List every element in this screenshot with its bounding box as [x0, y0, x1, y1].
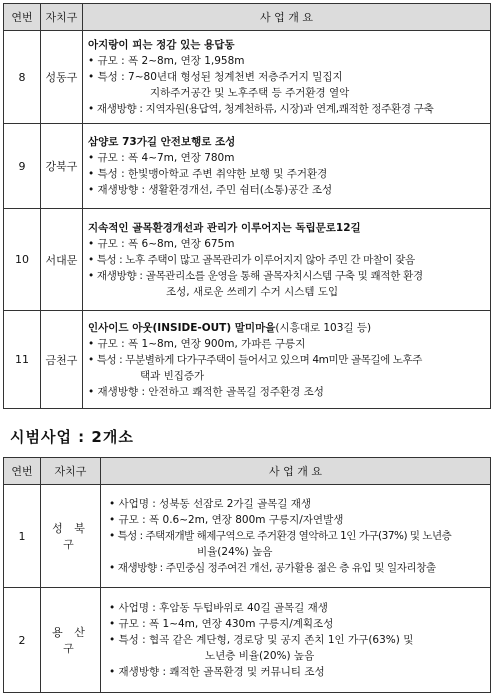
row-line-direction: • 재생방향 : 생활환경개선, 주민 쉼터(소통)공간 조성 — [88, 184, 333, 196]
row-line-direction: • 재생방향 : 안전하고 쾌적한 골목길 정주환경 조성 — [88, 385, 324, 398]
table-header-row — [4, 458, 491, 485]
row-desc — [83, 311, 491, 409]
row-line-scale: • 규모 : 폭 1~8m, 연장 900m, 가파른 구릉지 — [88, 337, 306, 350]
row-num: 11 — [4, 311, 41, 409]
row-line-feature-cont: 비율(24%) 높음 — [197, 546, 273, 558]
row-title-suffix: (시흥대로 103길 등) — [275, 321, 372, 334]
header-district: 자치구 — [41, 4, 83, 31]
row-line-scale: • 규모 : 폭 4~7m, 연장 780m — [88, 152, 235, 164]
row-desc — [101, 588, 491, 693]
row-line-feature: • 특성 : 한빛맹아학교 주변 취약한 보행 및 주거환경 — [88, 168, 328, 180]
row-district: 성 북 구 — [41, 485, 101, 588]
row-line-scale: • 규모 : 폭 1~4m, 연장 430m 구릉지/계획조성 — [109, 618, 334, 630]
row-desc — [83, 209, 491, 311]
row-title: 삼양로 73가길 안전보행로 조성 — [88, 136, 236, 148]
row-line-scale: • 규모 : 폭 6~8m, 연장 675m — [88, 237, 235, 250]
row-line-name: • 사업명 : 성북동 선잠로 2가길 골목길 재생 — [109, 498, 312, 510]
row-title-line — [88, 320, 485, 336]
row-num: 1 — [4, 485, 41, 588]
row-num: 10 — [4, 209, 41, 311]
row-district: 금천구 — [41, 311, 83, 409]
table-row — [4, 209, 491, 311]
row-district: 강북구 — [41, 124, 83, 209]
row-district: 용 산 구 — [41, 588, 101, 693]
row-line-direction: • 재생방향 : 지역자원(용답역, 청계천하류, 시장)과 연계,쾌적한 정주환경 구축 — [88, 103, 434, 115]
table-row — [4, 485, 491, 588]
row-line-feature: • 특성 : 주택재개발 해제구역으로 주거환경 열악하고 1인 가구(37%) 및 노년층 — [109, 530, 452, 542]
row-desc — [83, 31, 491, 124]
table-row — [4, 124, 491, 209]
row-line-direction: • 재생방향 : 쾌적한 골목환경 및 커뮤니티 조성 — [109, 666, 325, 678]
header-desc: 사 업 개 요 — [83, 4, 491, 31]
header-district: 자치구 — [41, 458, 101, 485]
row-desc — [101, 485, 491, 588]
row-line-feature: • 특성 : 무분별하게 다가구주택이 들어서고 있으며 4m미만 골목길에 노후주 — [88, 353, 423, 366]
row-line-scale: • 규모 : 폭 2~8m, 연장 1,958m — [88, 55, 245, 67]
row-line-feature: • 특성 : 노후 주택이 많고 골목관리가 이루어지지 않아 주민 간 마찰이 잦음 — [88, 253, 415, 266]
row-line-name: • 사업명 : 후암동 두텁바위로 40길 골목길 재생 — [109, 602, 328, 614]
row-district: 성동구 — [41, 31, 83, 124]
pilot-table — [3, 457, 491, 693]
project-table — [3, 3, 491, 409]
row-line-feature: • 특성 : 협곡 같은 계단형, 경로당 및 공지 존치 1인 가구(63%) 및 — [109, 634, 414, 646]
row-desc — [83, 124, 491, 209]
table-row — [4, 31, 491, 124]
row-line-direction: • 재생방향 : 주민중심 정주여건 개선, 공가활용 젊은 층 유입 및 일자리창출 — [109, 562, 436, 574]
header-num: 연번 — [4, 458, 41, 485]
row-title: 아지랑이 피는 정감 있는 용답동 — [88, 39, 235, 51]
row-title: 인사이드 아웃(INSIDE-OUT) 말미마을 — [88, 321, 276, 334]
section-title: 시범사업 : 2개소 — [10, 428, 134, 446]
row-line-scale: • 규모 : 폭 0.6~2m, 연장 800m 구릉지/자연발생 — [109, 514, 344, 526]
header-num: 연번 — [4, 4, 41, 31]
row-line-feature: • 특성 : 7~80년대 형성된 청계천변 저층주거지 밀집지 — [88, 71, 343, 83]
row-num: 2 — [4, 588, 41, 693]
row-district: 서대문 — [41, 209, 83, 311]
table-row — [4, 311, 491, 409]
table-row — [4, 588, 491, 693]
row-line-direction-cont: 조성, 새로운 쓰레기 수거 시스템 도입 — [166, 285, 339, 298]
table-header-row — [4, 4, 491, 31]
row-line-feature-cont: 지하주거공간 및 노후주택 등 주거환경 열악 — [150, 87, 350, 99]
row-line-feature-cont: 택과 빈집증가 — [140, 369, 205, 382]
row-title: 지속적인 골목환경개선과 관리가 이루어지는 독립문로12길 — [88, 221, 361, 234]
row-num: 9 — [4, 124, 41, 209]
header-desc: 사 업 개 요 — [101, 458, 491, 485]
row-line-feature-cont: 노년층 비율(20%) 높음 — [205, 650, 315, 662]
row-num: 8 — [4, 31, 41, 124]
row-line-direction: • 재생방향 : 골목관리소를 운영을 통해 골목자치시스템 구축 및 쾌적한 환경 — [88, 269, 423, 282]
